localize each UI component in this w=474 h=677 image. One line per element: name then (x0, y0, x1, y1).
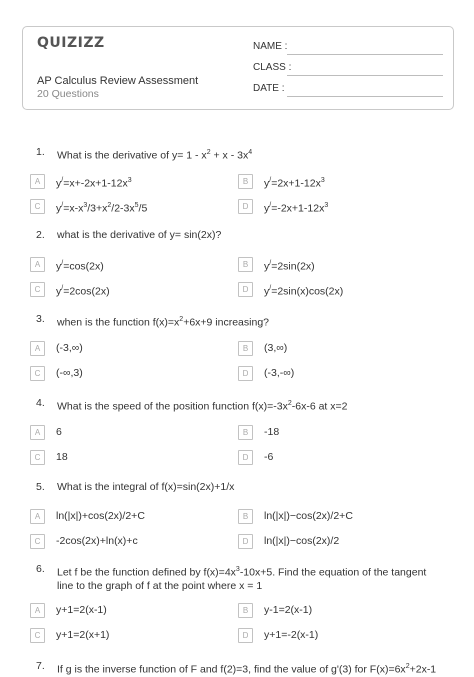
option-text: 6 (56, 426, 62, 438)
option-letter-box[interactable]: A (30, 257, 45, 272)
option-letter-box[interactable]: D (238, 282, 253, 297)
option-letter-box[interactable]: B (238, 257, 253, 272)
option-text: y/=2sin(2x) (264, 260, 315, 273)
option-text: ln(|x|)−cos(2x)/2+C (264, 510, 353, 522)
question-text: What is the speed of the position function $f(x)=-3x^2-6x-6$ at x=2 (57, 400, 348, 413)
option-text: ln(|x|)−cos(2x)/2 (264, 535, 340, 547)
question-text: What is the integral of f(x)=sin(2x)+1/x (57, 481, 235, 493)
question-text: Let f be the function defined by $f(x)=4x^3-10x+5$. Find the equation of the tangent line to the graph of f at the point where x = 1 (57, 566, 427, 592)
option-letter-box[interactable]: C (30, 366, 45, 381)
option-text: -18 (264, 426, 280, 438)
name-field[interactable] (253, 41, 443, 55)
date-line[interactable] (287, 96, 443, 97)
option-letter-box[interactable]: D (238, 450, 253, 465)
question-count: 20 Questions (37, 88, 99, 100)
question-number: 4. (36, 397, 45, 409)
date-label: DATE : (253, 83, 285, 94)
question-number: 1. (36, 146, 45, 158)
class-field[interactable] (253, 62, 443, 76)
option-letter-box[interactable]: D (238, 366, 253, 381)
question-number: 5. (36, 481, 45, 493)
option-text: (-3,-∞) (264, 367, 295, 379)
option-text: (3,∞) (264, 342, 288, 354)
option-text: 18 (56, 451, 68, 463)
option-text: -2cos(2x)+ln(x)+c (56, 535, 138, 547)
option-letter-box[interactable]: A (30, 603, 45, 618)
option-text: (-3,∞) (56, 342, 83, 354)
option-letter-box[interactable]: A (30, 341, 45, 356)
option-text: y/=2sin(x)cos(2x) (264, 285, 344, 298)
option-letter-box[interactable]: B (238, 174, 253, 189)
option-letter-box[interactable]: C (30, 628, 45, 643)
option-letter-box[interactable]: A (30, 509, 45, 524)
option-text: ln(|x|)+cos(2x)/2+C (56, 510, 145, 522)
worksheet-header (22, 26, 454, 110)
option-letter-box[interactable]: A (30, 425, 45, 440)
name-line[interactable] (287, 54, 443, 55)
name-label: NAME : (253, 41, 288, 52)
option-text: $y^/=-2x+1-12x^3$ (264, 202, 329, 215)
option-letter-box[interactable]: C (30, 534, 45, 549)
class-label: CLASS : (253, 62, 292, 73)
question-text: when is the function $f(x)=x^2+6x+9$ increasing? (57, 316, 269, 329)
date-field[interactable] (253, 83, 443, 97)
question-number: 2. (36, 229, 45, 241)
question-text: what is the derivative of y= sin(2x)? (57, 229, 222, 241)
option-text: y+1=2(x+1) (56, 629, 110, 641)
question-text: What is the derivative of $y= 1 - x^2 + x - 3x^4$ (57, 149, 253, 162)
option-letter-box[interactable]: C (30, 282, 45, 297)
option-text: $y^/=x-x^3/3+x^2/2-3x^5/5$ (56, 202, 148, 215)
quizizz-logo: QUIZIZZ (37, 35, 105, 51)
question-number: 6. (36, 563, 45, 575)
option-letter-box[interactable]: A (30, 174, 45, 189)
worksheet-title: AP Calculus Review Assessment (37, 75, 199, 87)
option-text: $y^/=2x+1-12x^3$ (264, 177, 325, 190)
class-line[interactable] (287, 75, 443, 76)
option-letter-box[interactable]: B (238, 341, 253, 356)
question-text: If g is the inverse function of F and f(2)=3, find the value of g'(3) for $F(x)=6x^2+2x-1$ (57, 663, 437, 676)
option-text: y+1=2(x-1) (56, 604, 107, 616)
option-text: $y^/=x+-2x+1-12x^3$ (56, 177, 132, 190)
option-letter-box[interactable]: D (238, 534, 253, 549)
question-number: 7. (36, 660, 45, 672)
option-text: y/=2cos(2x) (56, 285, 110, 298)
option-letter-box[interactable]: B (238, 603, 253, 618)
option-letter-box[interactable]: D (238, 199, 253, 214)
option-letter-box[interactable]: C (30, 199, 45, 214)
option-letter-box[interactable]: D (238, 628, 253, 643)
option-text: y+1=-2(x-1) (264, 629, 319, 641)
option-text: y-1=2(x-1) (264, 604, 313, 616)
option-text: y/=cos(2x) (56, 260, 104, 273)
option-text: (-∞,3) (56, 367, 83, 379)
option-letter-box[interactable]: B (238, 425, 253, 440)
option-text: -6 (264, 451, 274, 463)
option-letter-box[interactable]: B (238, 509, 253, 524)
question-number: 3. (36, 313, 45, 325)
option-letter-box[interactable]: C (30, 450, 45, 465)
